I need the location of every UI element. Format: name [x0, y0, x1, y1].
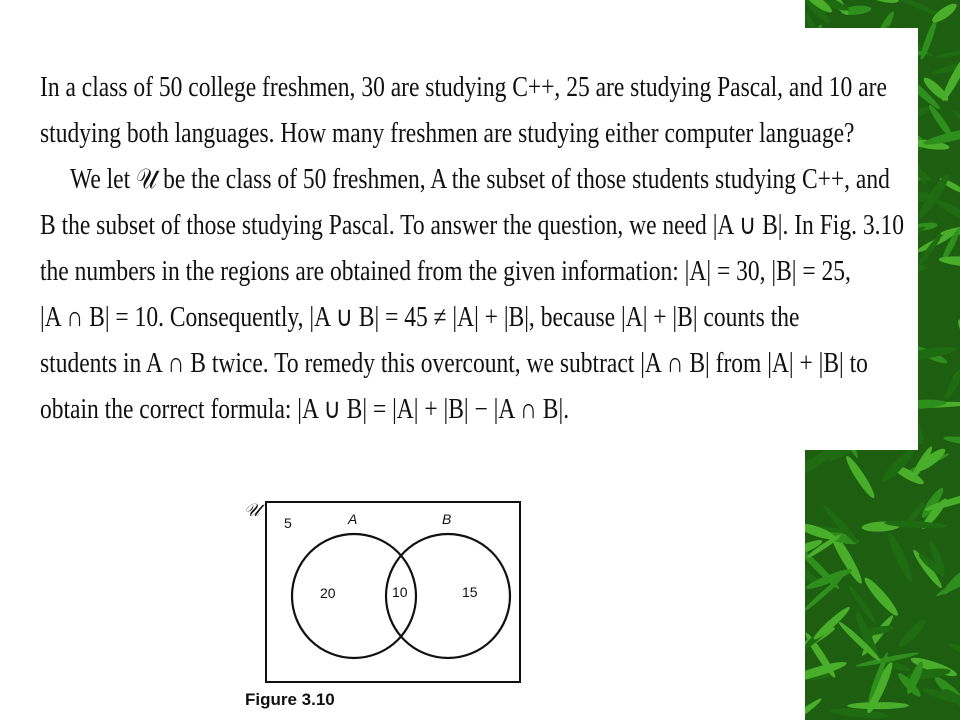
- paragraph-line-7: students in A ∩ B twice. To remedy this overcount, we subtract |A ∩ B| from |A| + |B| to: [40, 348, 868, 379]
- intersection-count: 10: [392, 584, 408, 600]
- paragraph-line-6: |A ∩ B| = 10. Consequently, |A ∪ B| = 45 ≠ |A| + |B|, because |A| + |B| counts the: [40, 302, 800, 333]
- paragraph-line-2: studying both languages. How many freshmen are studying either computer language?: [40, 118, 855, 149]
- a-only-count: 20: [320, 585, 336, 601]
- b-only-count: 15: [462, 584, 478, 600]
- venn-diagram: [238, 498, 538, 720]
- paragraph-line-1: In a class of 50 college freshmen, 30 are studying C++, 25 are studying Pascal, and 10 are: [40, 72, 887, 103]
- paragraph-line-3: We let 𝒰 be the class of 50 freshmen, A the subset of those students studying C++, and: [70, 164, 890, 195]
- text-panel: [40, 28, 918, 450]
- outside-count: 5: [284, 515, 292, 531]
- figure-caption: Figure 3.10: [245, 690, 335, 709]
- paragraph-line-5: the numbers in the regions are obtained from the given information: |A| = 30, |B| = 25,: [40, 256, 851, 287]
- paragraph-line-8: obtain the correct formula: |A ∪ B| = |A| + |B| − |A ∩ B|.: [40, 394, 570, 425]
- set-b-label: B: [442, 511, 452, 527]
- set-a-label: A: [348, 511, 358, 527]
- universe-label: 𝒰: [244, 500, 261, 520]
- paragraph-line-4: B the subset of those studying Pascal. To answer the question, we need |A ∪ B|. In Fig. 3.10: [40, 210, 904, 241]
